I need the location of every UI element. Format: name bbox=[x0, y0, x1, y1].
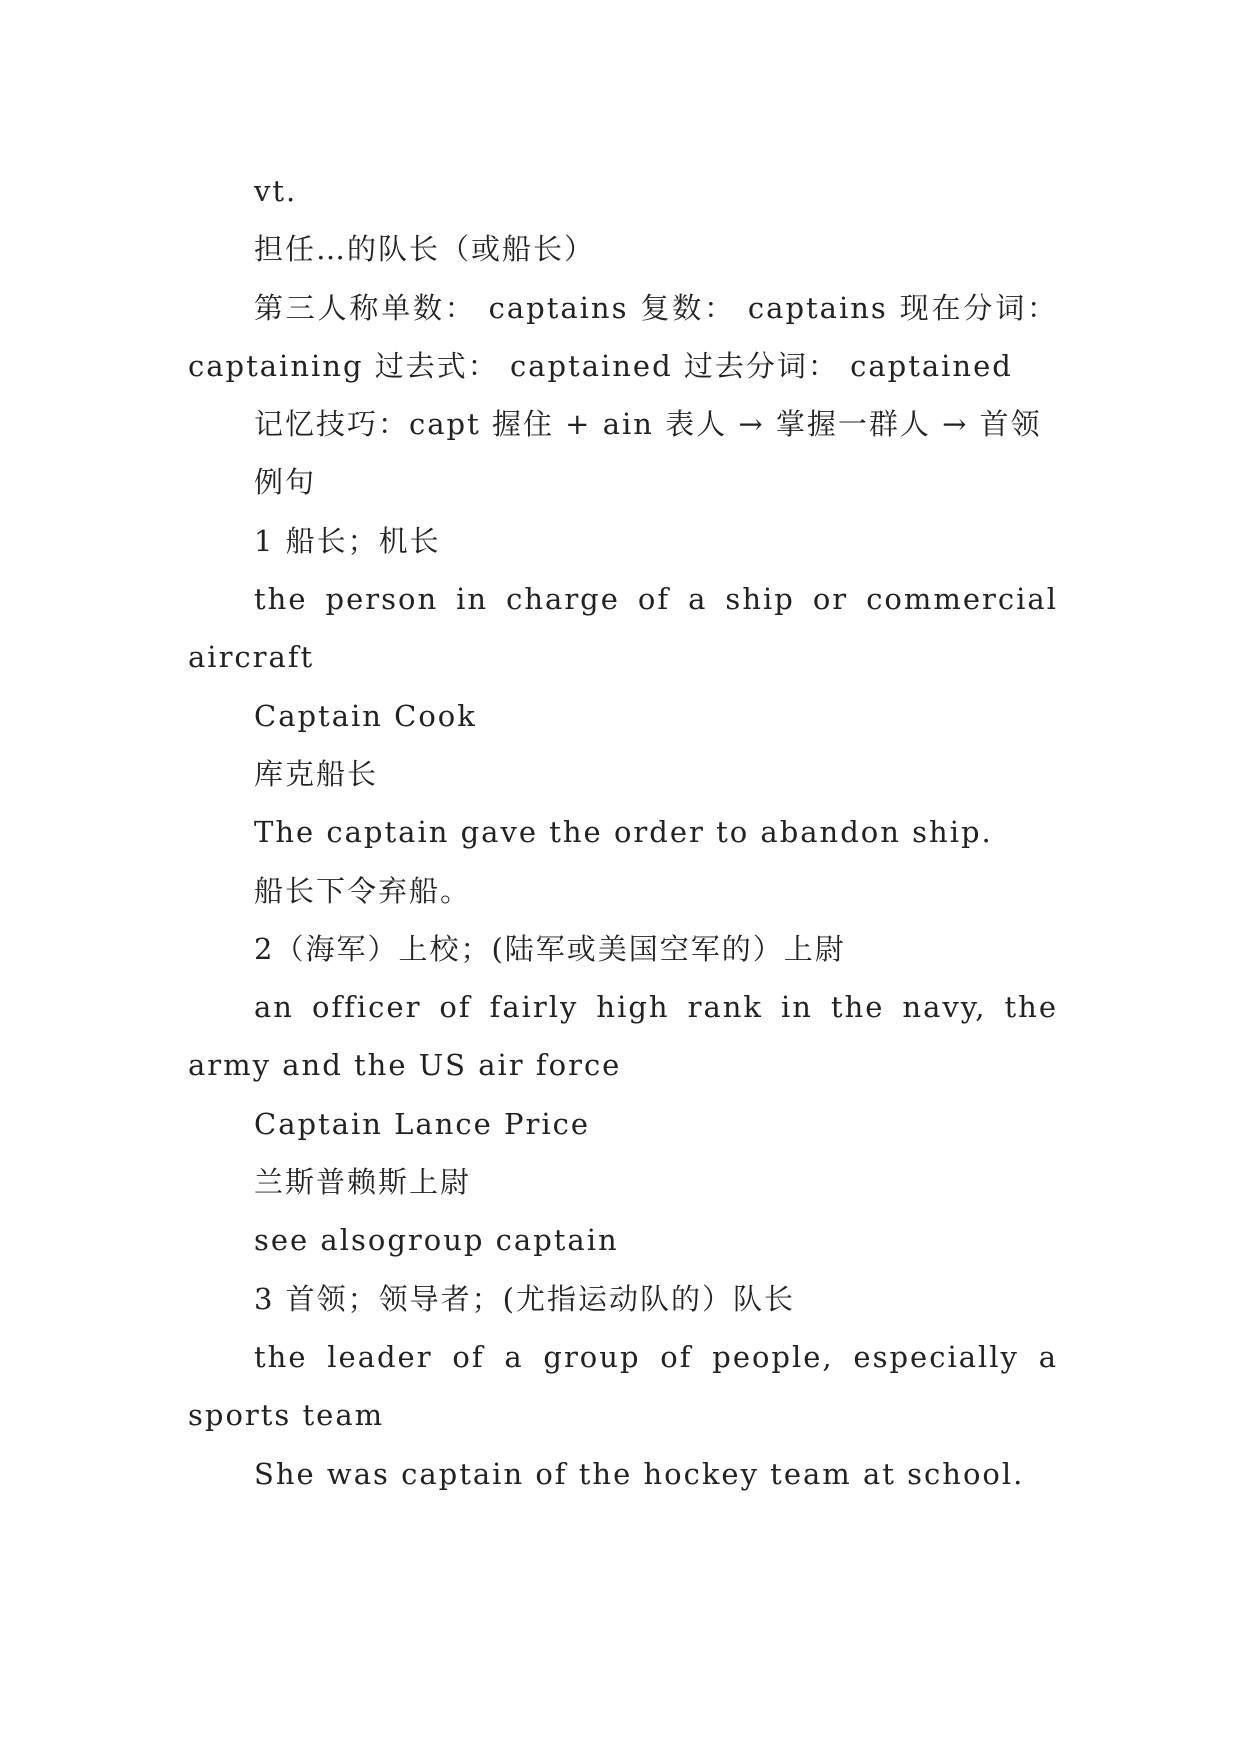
sense-1-heading: 1 船长；机长 bbox=[254, 523, 441, 558]
sense-3-example: She was captain of the hockey team at school. bbox=[254, 1456, 1025, 1491]
sense-2-definition: an officer of fairly high rank in the navy, the army and the US air force bbox=[188, 990, 1058, 1083]
sense-1-definition: the person in charge of a ship or commercial aircraft bbox=[188, 582, 1058, 675]
sense-3-definition: the leader of a group of people, especially a sports team bbox=[188, 1339, 1058, 1433]
sense-1-sentence: The captain gave the order to abandon ship. bbox=[254, 815, 993, 850]
document-body bbox=[188, 162, 1058, 1503]
sense-1-example: Captain Cook bbox=[254, 698, 477, 733]
verb-definition: 担任…的队长（或船长） bbox=[254, 232, 596, 267]
examples-heading: 例句 bbox=[254, 465, 317, 500]
sense-2-heading: 2（海军）上校；(陆军或美国空军的）上尉 bbox=[254, 931, 846, 966]
sense-1-example-translation: 库克船长 bbox=[254, 756, 379, 791]
sense-2-example-translation: 兰斯普赖斯上尉 bbox=[254, 1165, 472, 1200]
verb-inflections: 第三人称单数： captains 复数： captains 现在分词： captaining 过去式： captained 过去分词： captained bbox=[188, 290, 1058, 383]
sense-3-heading: 3 首领；领导者；(尤指运动队的）队长 bbox=[254, 1281, 795, 1316]
memory-tip: 记忆技巧：capt 握住 + ain 表人 → 掌握一群人 → 首领 bbox=[254, 407, 1042, 442]
part-of-speech: vt. bbox=[254, 174, 298, 208]
see-also-reference: see alsogroup captain bbox=[254, 1223, 619, 1258]
sense-1-sentence-translation: 船长下令弃船。 bbox=[254, 873, 472, 908]
sense-2-example: Captain Lance Price bbox=[254, 1106, 591, 1141]
